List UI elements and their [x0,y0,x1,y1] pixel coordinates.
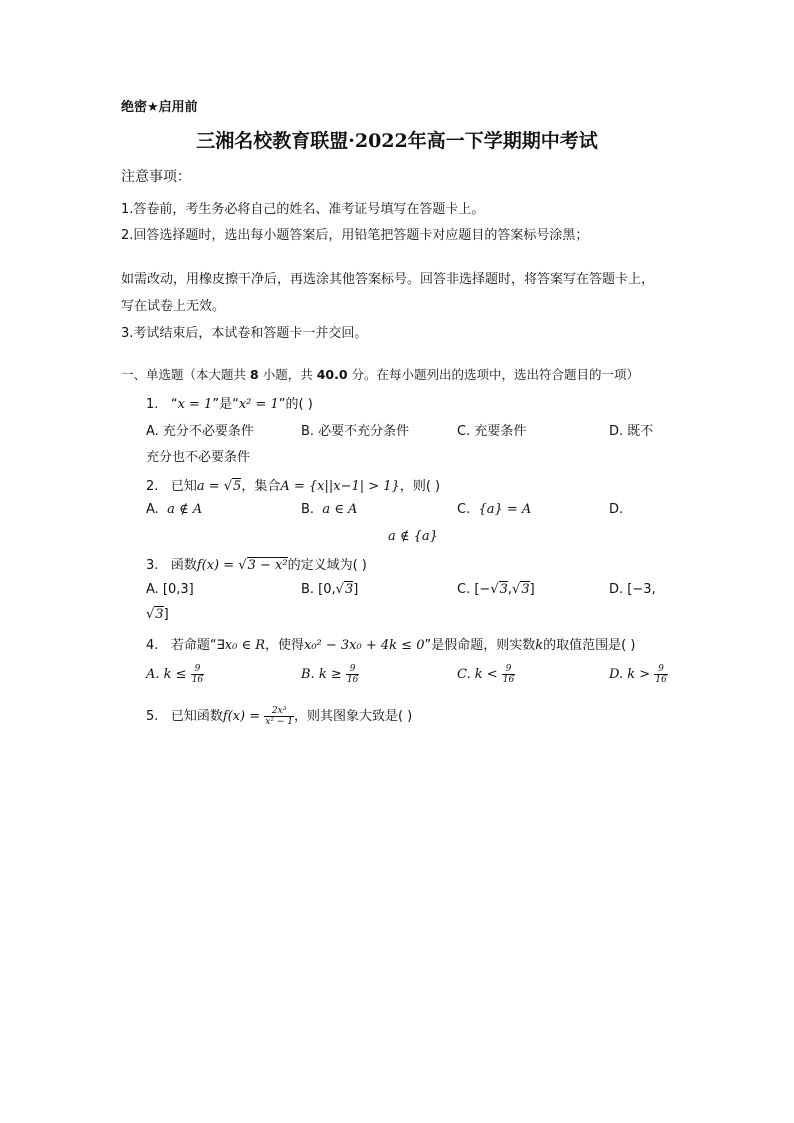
confidential-label: 绝密★启用前 [121,100,198,115]
notice-line: 2.回答选择题时，选出每小题答案后，用铅笔把答题卡对应题目的答案标号涂黑； [121,228,589,243]
option-b: B. 必要不充分条件 [301,424,410,439]
notice-title: 注意事项： [121,169,191,185]
question-3: 3. 函数f(x) = √3 − x²的定义域为( ) [146,558,367,573]
question-2: 2. 已知a = √5，集合A = {x||x−1| > 1}，则( ) [146,479,441,494]
option-a: A. [0,3] [146,582,194,597]
option-a: A. 充分不必要条件 [146,424,254,439]
exam-title: 三湘名校教育联盟·2022年高一下学期期中考试 [196,130,598,152]
question-5: 5. 已知函数f(x) = $\frac{\text{2x³}}{\text{x² − 1}}$ ，则其图象大致是( ) [146,706,413,727]
option-a: A. a ∉ A [146,502,203,517]
section-heading: 一、单选题（本大题共 8 小题，共 40.0 分。在每小题列出的选项中，选出符合题目的一项） [121,367,640,382]
question-1: 1. “x = 1”是“x² = 1”的( ) [146,397,313,412]
option-d-continued: 充分也不必要条件 [146,450,251,465]
option-d-label: D. [609,502,624,517]
option-d: D. k > $\frac{9}{16}$ [609,664,667,685]
question-4: 4. 若命题“∃x₀ ∈ R，使得x₀² − 3x₀ + 4k ≤ 0”是假命题，则实数k的取值范围是( ) [146,638,636,653]
option-c: C. 充要条件 [457,424,527,439]
notice-line: 1.答卷前，考生务必将自己的姓名、准考证号填写在答题卡上。 [121,202,485,217]
option-d: D. [−3, [609,582,656,597]
option-b: B. [0,√3] [301,582,359,597]
option-b: B. k ≥ $\frac{9}{16}$ [301,664,359,685]
option-d: a ∉ {a} [388,529,438,544]
option-d: D. 既不 [609,424,654,439]
option-b: B. a ∈ A [301,502,358,517]
notice-line: 写在试卷上无效。 [121,299,226,314]
option-c: C. {a} = A [457,502,532,517]
option-d-continued: √3] [146,607,169,622]
option-a: A. k ≤ $\frac{9}{16}$ [146,664,204,685]
option-c: C. k < $\frac{9}{16}$ [457,664,515,685]
notice-line: 如需改动，用橡皮擦干净后，再选涂其他答案标号。回答非选择题时，将答案写在答题卡上， [121,272,655,287]
notice-line: 3.考试结束后，本试卷和答题卡一并交回。 [121,326,368,341]
option-c: C. [−√3,√3] [457,582,535,597]
